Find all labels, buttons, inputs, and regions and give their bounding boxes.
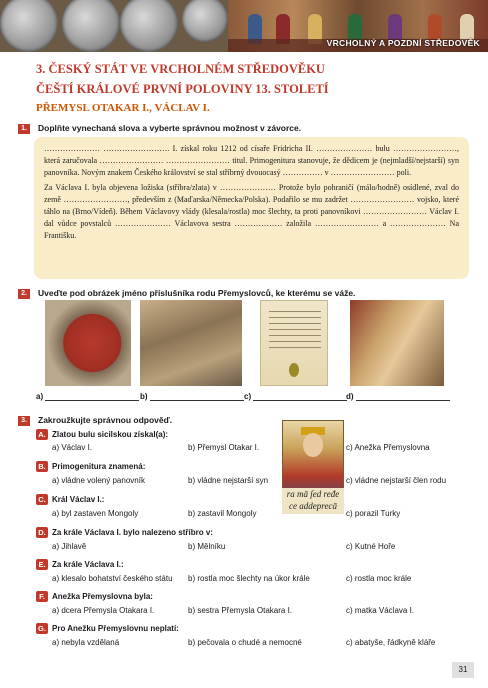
fill-paragraph[interactable]: ………………… ……………………. I. získal roku 1212 od císaře Fridricha II. ………………… bulu ……………………, která zaručovala …………………… …………………… titul. Primogenitura stanovuje, že dědicem je (nejmladší/nejstarší) syn panovníka. Novým znakem Českého království se stal stříbrný dvouocasý …………… v …………………… poli.	[44, 144, 459, 178]
question-c: C. Král Václav I.:	[36, 494, 104, 505]
agnes-caring-sick-image	[350, 300, 444, 386]
option[interactable]: c) porazil Turky	[346, 509, 401, 518]
question-b: B. Primogenitura znamená:	[36, 461, 145, 472]
silver-coin-image	[182, 0, 228, 42]
task-instruction: Zakroužkujte správnou odpověď.	[38, 415, 173, 425]
option[interactable]: b) rostla moc šlechty na úkor krále	[188, 574, 310, 583]
answer-line-a[interactable]: a)	[36, 392, 139, 401]
question-e: E. Za krále Václava I.:	[36, 559, 124, 570]
silver-coin-image	[62, 0, 120, 52]
page-number: 31	[452, 662, 474, 678]
option[interactable]: c) Kutné Hoře	[346, 542, 396, 551]
section-heading: ČEŠTÍ KRÁLOVÉ PRVNÍ POLOVINY 13. STOLETÍ	[36, 82, 329, 96]
task-instruction: Uveďte pod obrázek jméno příslušníka rodu Přemyslovců, ke kterému se váže.	[38, 288, 356, 298]
question-g: G. Pro Anežku Přemyslovnu neplatí:	[36, 623, 179, 634]
task-number: 3.	[18, 416, 30, 426]
silver-coin-image	[0, 0, 58, 52]
answer-line-c[interactable]: c)	[244, 392, 347, 401]
header-banner	[0, 0, 488, 52]
answer-line-b[interactable]: b)	[140, 392, 244, 401]
battle-scene-image	[140, 300, 242, 386]
task-number: 2.	[18, 289, 30, 299]
fill-paragraph[interactable]: Za Václava I. byla objevena ložiska (stříbra/zlata) v ………………… Protože bylo pohraničí (málo/hodně) osídlené, zval do země ……………………, především z (Maďarska/Německa/Polska). Podařilo se mu zadržet …………………… vojsko, které táhlo na (Brno/Vídeň). Během Václavovy vlády (klesala/rostla) moc šlechty, ta proti panovníkovi …………………… Václav I. dal vůdce povstalců ………………… Václavova sestra ……………… založila …………………… a ………………… Na Františku.	[44, 182, 459, 241]
fill-in-text-box	[34, 137, 469, 279]
option[interactable]: a) Jihlavě	[52, 542, 87, 551]
option[interactable]: a) Václav I.	[52, 443, 93, 452]
option[interactable]: b) sestra Přemysla Otakara I.	[188, 606, 293, 615]
heraldic-eagle-image	[45, 300, 131, 386]
option[interactable]: c) abatyše, řádkyně kláře	[346, 638, 436, 647]
task-number: 1.	[18, 124, 30, 134]
manuscript-text: ra mā ſed ređe ce addeprecā	[282, 488, 344, 514]
banner-title: VRCHOLNÝ A POZDNÍ STŘEDOVĚK	[326, 38, 480, 48]
option[interactable]: c) Anežka Přemyslovna	[346, 443, 430, 452]
option[interactable]: b) pečovala o chudé a nemocné	[188, 638, 302, 647]
option[interactable]: c) matka Václava I.	[346, 606, 415, 615]
option[interactable]: b) Přemysl Otakar I.	[188, 443, 260, 452]
option[interactable]: a) vládne volený panovník	[52, 476, 145, 485]
option[interactable]: b) vládne nejstarší syn	[188, 476, 269, 485]
option[interactable]: c) vládne nejstarší člen rodu	[346, 476, 447, 485]
option[interactable]: c) rostla moc krále	[346, 574, 412, 583]
question-a: A. Zlatou bulu sicilskou získal(a):	[36, 429, 168, 440]
option[interactable]: b) zastavil Mongoly	[188, 509, 257, 518]
question-d: D. Za krále Václava I. bylo nalezeno stříbro v:	[36, 527, 213, 538]
subsection-heading: PŘEMYSL OTAKAR I., VÁCLAV I.	[36, 102, 210, 114]
question-f: F. Anežka Přemyslovna byla:	[36, 591, 153, 602]
option[interactable]: a) byl zastaven Mongoly	[52, 509, 139, 518]
seal-icon	[289, 363, 299, 377]
chapter-heading: 3. ČESKÝ STÁT VE VRCHOLNÉM STŘEDOVĚKU	[36, 62, 325, 76]
option[interactable]: b) Mělníku	[188, 542, 226, 551]
option[interactable]: a) dcera Přemysla Otakara I.	[52, 606, 155, 615]
option[interactable]: a) klesalo bohatství českého státu	[52, 574, 173, 583]
task-instruction: Doplňte vynechaná slova a vyberte správnou možnost v závorce.	[38, 123, 302, 133]
silver-coin-image	[120, 0, 178, 52]
golden-bull-document-image	[260, 300, 328, 386]
answer-line-d[interactable]: d)	[346, 392, 450, 401]
option[interactable]: a) nebyla vzdělaná	[52, 638, 120, 647]
